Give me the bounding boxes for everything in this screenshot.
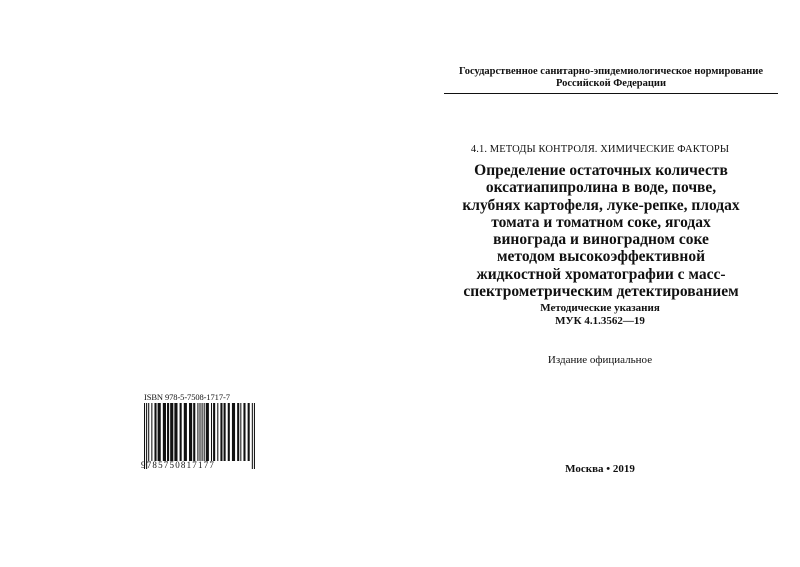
barcode-bar bbox=[237, 403, 239, 461]
publisher-header bbox=[446, 66, 776, 90]
barcode-bar bbox=[206, 403, 209, 461]
title-line: винограда и виноградном соке bbox=[493, 231, 709, 249]
barcode-bar bbox=[220, 403, 222, 461]
barcode-bar bbox=[189, 403, 192, 461]
barcode-bar bbox=[199, 403, 200, 461]
barcode-bar bbox=[163, 403, 166, 461]
barcode-bar bbox=[224, 403, 226, 461]
barcode-bar bbox=[240, 403, 241, 461]
barcode-bar bbox=[211, 403, 212, 461]
header-line-1: Государственное санитарно-эпидемиологическое нормирование bbox=[458, 66, 763, 77]
header-line-2: Российской Федерации bbox=[555, 78, 667, 89]
title-line: оксатиапипролина в воде, почве, bbox=[485, 179, 717, 197]
barcode-bar bbox=[193, 403, 195, 461]
document-title bbox=[436, 162, 766, 300]
barcode-bar bbox=[184, 403, 187, 461]
barcode-bar bbox=[202, 403, 203, 461]
document-type-block bbox=[400, 302, 800, 327]
barcode-bar bbox=[174, 403, 177, 461]
barcode-bar bbox=[243, 403, 245, 461]
barcode-bar bbox=[217, 403, 218, 461]
barcode-bar bbox=[213, 403, 215, 461]
front-cover bbox=[400, 0, 800, 567]
title-line: методом высокоэффективной bbox=[496, 248, 706, 266]
barcode-bar bbox=[204, 403, 205, 461]
barcode-bar bbox=[228, 403, 230, 461]
barcode-bar bbox=[158, 403, 161, 461]
title-line: томата и томатном соке, ягодах bbox=[491, 213, 711, 231]
title-line: спектрометрическим детектированием bbox=[463, 283, 739, 301]
barcode-bar bbox=[170, 403, 173, 461]
barcode-bar bbox=[180, 403, 182, 461]
barcode-digits: 9785750817177 bbox=[141, 460, 216, 470]
series-title: 4.1. МЕТОДЫ КОНТРОЛЯ. ХИМИЧЕСКИЕ ФАКТОРЫ bbox=[470, 144, 730, 155]
barcode-bar bbox=[197, 403, 198, 461]
barcode-bar bbox=[148, 403, 149, 461]
edition-label: Издание официальное bbox=[547, 354, 653, 366]
barcode-bar bbox=[151, 403, 152, 461]
barcode-bar bbox=[248, 403, 250, 461]
document-number: МУК 4.1.3562—19 bbox=[555, 314, 645, 327]
imprint-city-year: Москва • 2019 bbox=[565, 463, 635, 475]
document-type: Методические указания bbox=[540, 302, 660, 314]
barcode-bar bbox=[232, 403, 235, 461]
barcode-bar bbox=[167, 403, 169, 461]
title-line: жидкостной хроматографии с масс- bbox=[476, 265, 726, 283]
barcode-bar bbox=[154, 403, 156, 461]
title-line: клубнях картофеля, луке-репке, плодах bbox=[462, 196, 740, 214]
header-divider bbox=[444, 93, 778, 94]
title-line: Определение остаточных количеств bbox=[474, 162, 728, 179]
isbn-label: ISBN 978-5-7508-1717-7 bbox=[144, 392, 230, 402]
